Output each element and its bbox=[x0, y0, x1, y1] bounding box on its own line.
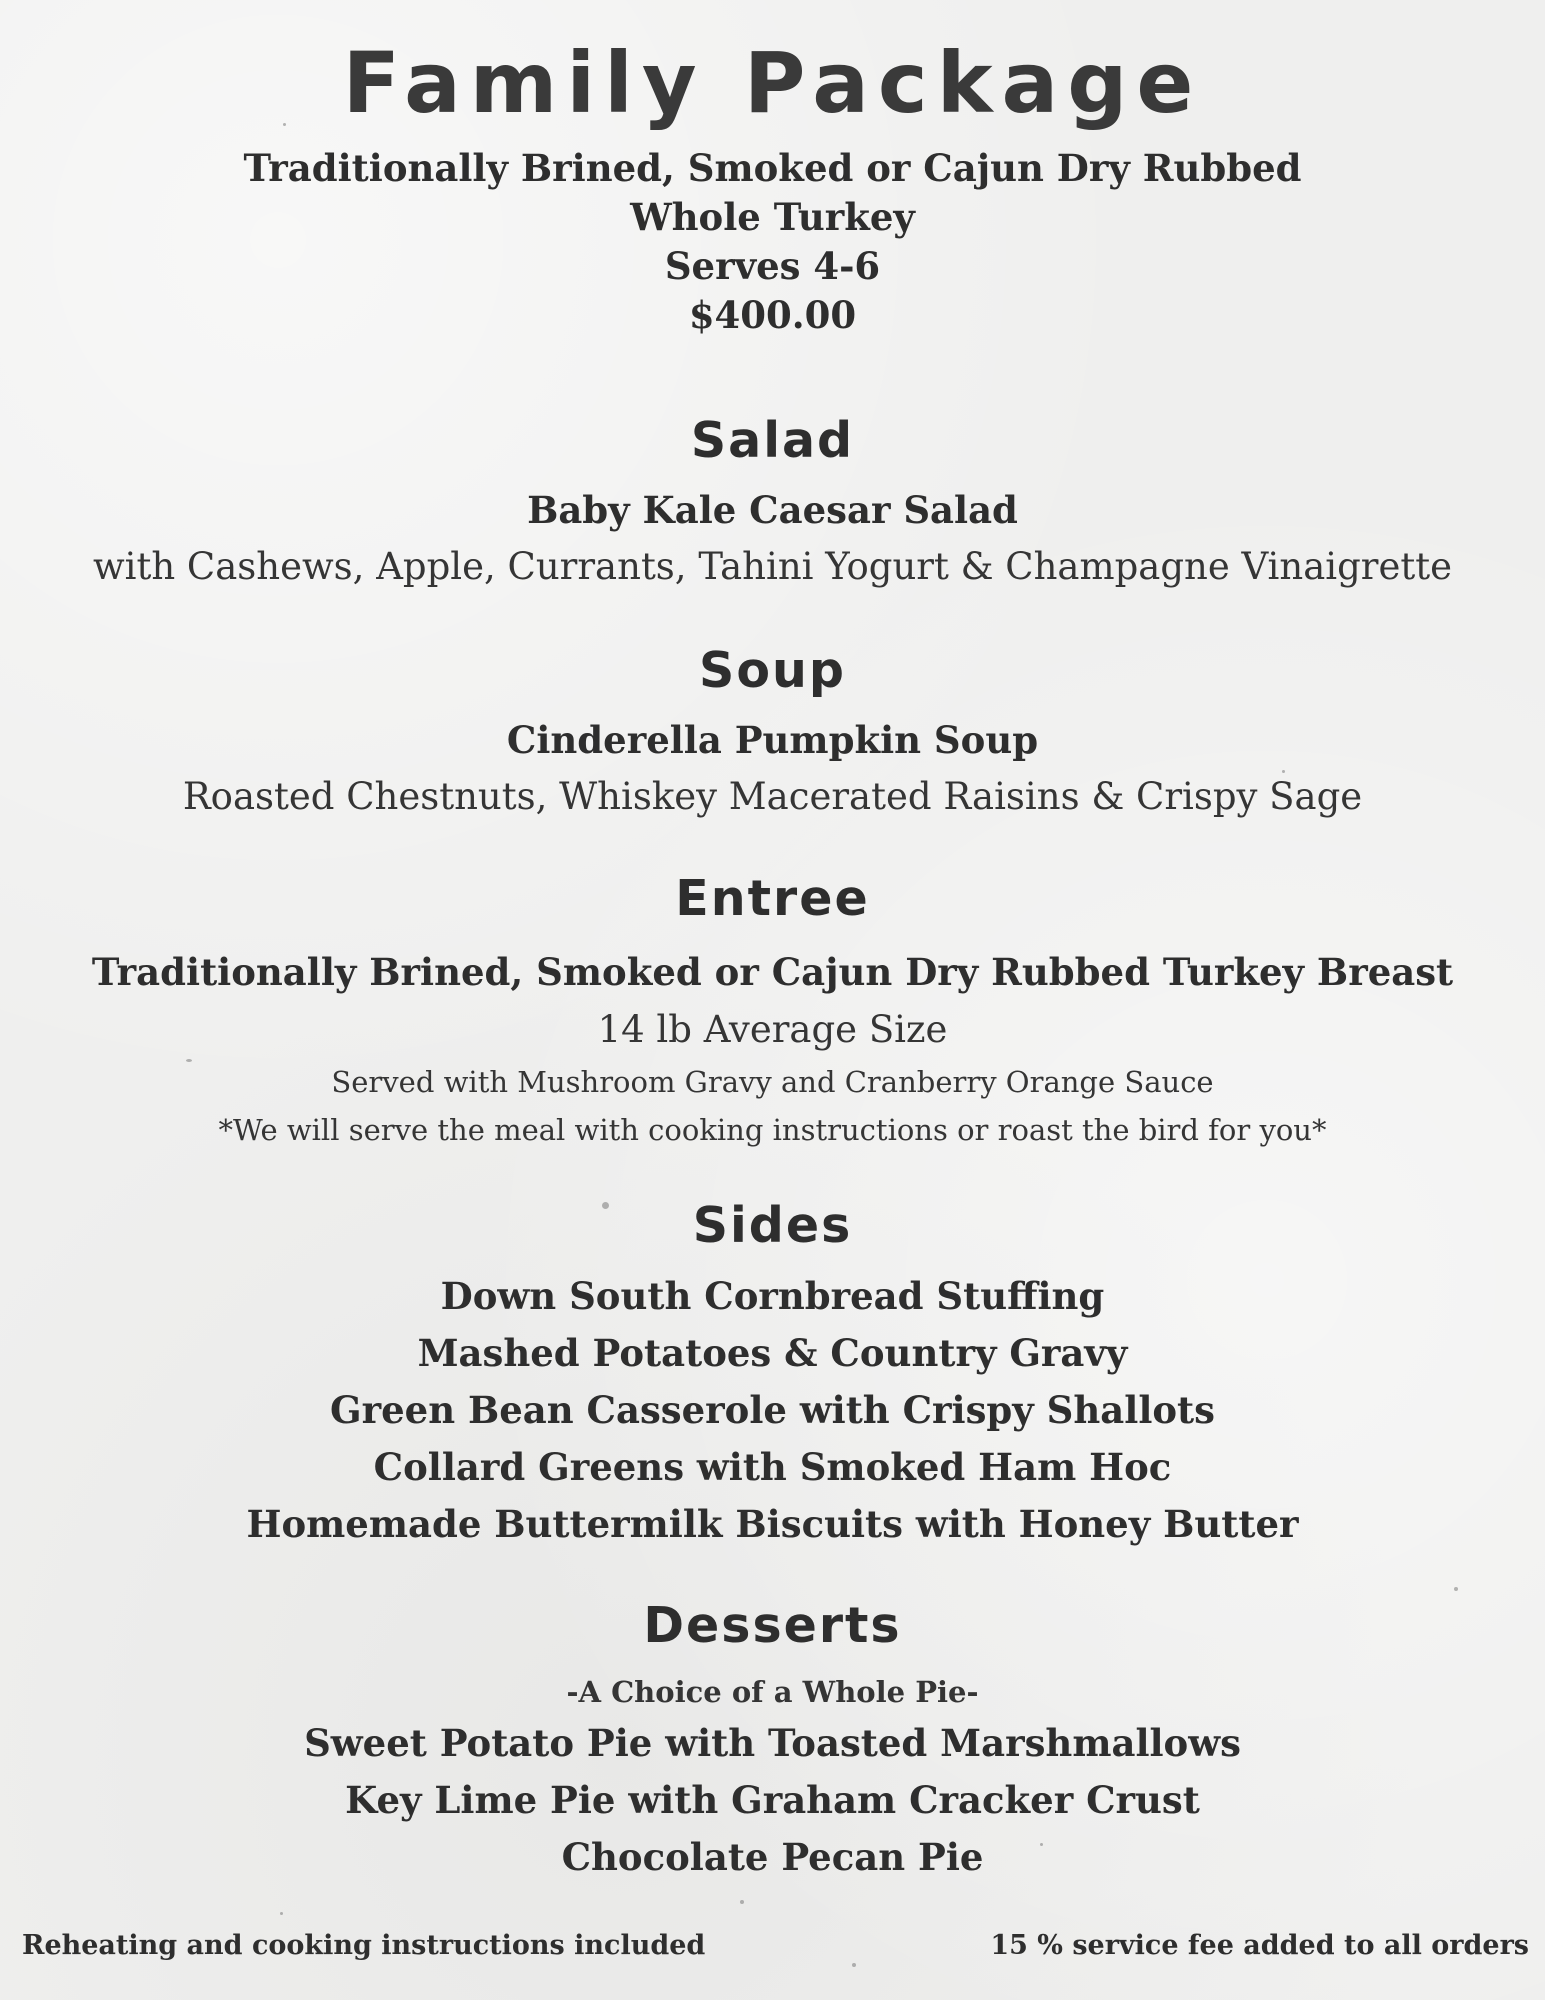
package-line: Whole Turkey bbox=[630, 195, 915, 239]
list-item: Chocolate Pecan Pie bbox=[561, 1835, 984, 1879]
list-item: Collard Greens with Smoked Ham Hoc bbox=[373, 1445, 1172, 1489]
paper-speck bbox=[280, 1912, 283, 1915]
package-summary bbox=[0, 144, 1545, 340]
salad-description: with Cashews, Apple, Currants, Tahini Yogurt & Champagne Vinaigrette bbox=[92, 545, 1453, 588]
entree-note: *We will serve the meal with cooking instructions or roast the bird for you* bbox=[218, 1113, 1327, 1147]
soup-dish: Cinderella Pumpkin Soup bbox=[506, 718, 1039, 762]
desserts-list bbox=[0, 1715, 1545, 1886]
paper-speck bbox=[740, 1900, 744, 1904]
page-title: Family Package bbox=[342, 34, 1203, 132]
section-heading-sides: Sides bbox=[692, 1197, 853, 1254]
section-heading-salad: Salad bbox=[690, 412, 855, 469]
salad-dish: Baby Kale Caesar Salad bbox=[527, 488, 1018, 532]
section-heading-entree: Entree bbox=[675, 870, 870, 927]
list-item: Green Bean Casserole with Crispy Shallots bbox=[330, 1388, 1215, 1432]
list-item: Sweet Potato Pie with Toasted Marshmallows bbox=[304, 1721, 1241, 1765]
list-item: Homemade Buttermilk Biscuits with Honey Butter bbox=[246, 1502, 1299, 1546]
package-price: $400.00 bbox=[688, 293, 857, 337]
desserts-subheading: -A Choice of a Whole Pie- bbox=[566, 1675, 979, 1709]
list-item: Mashed Potatoes & Country Gravy bbox=[417, 1331, 1128, 1375]
soup-description: Roasted Chestnuts, Whiskey Macerated Raisins & Crispy Sage bbox=[182, 775, 1363, 818]
list-item: Key Lime Pie with Graham Cracker Crust bbox=[345, 1778, 1200, 1822]
footer-note-instructions: Reheating and cooking instructions included bbox=[22, 1930, 706, 1961]
section-heading-desserts: Desserts bbox=[643, 1597, 902, 1654]
section-heading-soup: Soup bbox=[699, 642, 846, 699]
sides-list bbox=[0, 1268, 1545, 1553]
paper-speck bbox=[1454, 1587, 1458, 1591]
package-line: Serves 4-6 bbox=[664, 244, 881, 288]
entree-served-with: Served with Mushroom Gravy and Cranberry Orange Sauce bbox=[331, 1065, 1214, 1099]
package-line: Traditionally Brined, Smoked or Cajun Dry Rubbed bbox=[243, 146, 1302, 190]
list-item: Down South Cornbread Stuffing bbox=[440, 1274, 1105, 1318]
entree-size: 14 lb Average Size bbox=[597, 1008, 948, 1051]
entree-dish: Traditionally Brined, Smoked or Cajun Dry Rubbed Turkey Breast bbox=[91, 950, 1454, 994]
footer-note-service-fee: 15 % service fee added to all orders bbox=[990, 1930, 1529, 1961]
paper-speck bbox=[852, 1963, 856, 1967]
